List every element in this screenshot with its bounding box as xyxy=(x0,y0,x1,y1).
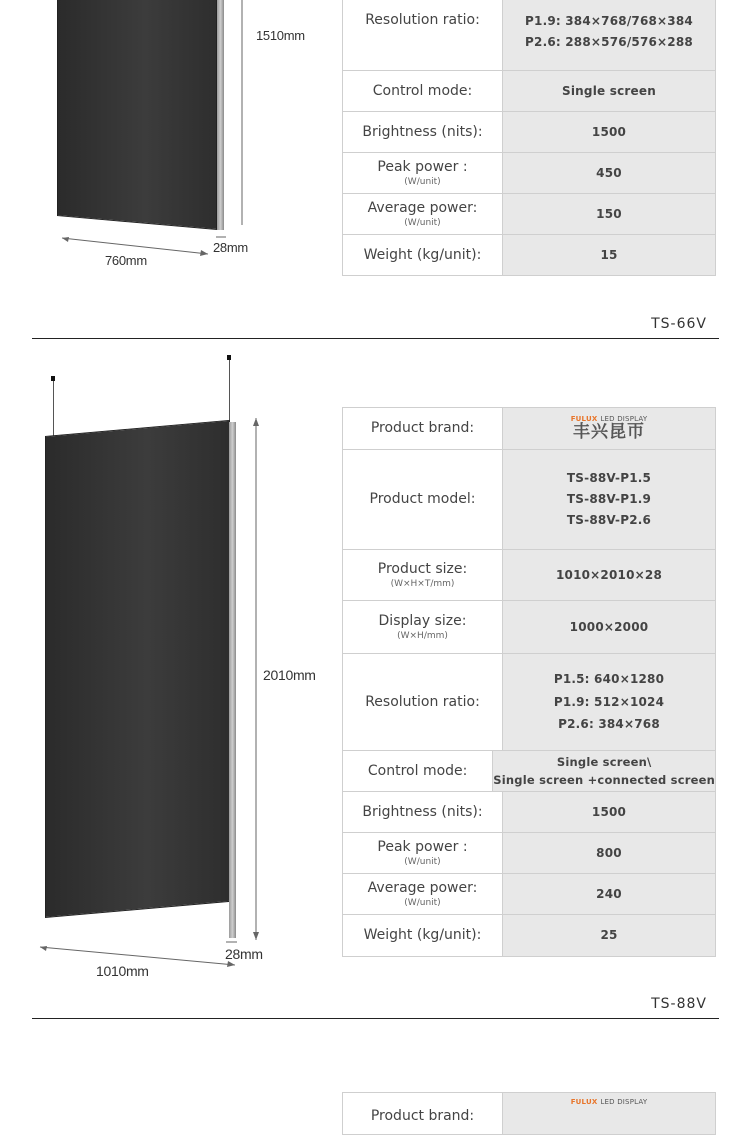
spec-row-brightness xyxy=(343,111,715,152)
height-dimension: 1510mm xyxy=(256,28,305,43)
spec-label xyxy=(343,194,503,234)
section-divider xyxy=(32,1018,719,1019)
depth-dimension: 28mm xyxy=(225,946,263,962)
spec-value: 150 xyxy=(503,194,715,234)
label-main: Display size: xyxy=(378,612,467,629)
spec-label xyxy=(343,550,503,600)
resolution-p26: P2.6: 288×576/576×288 xyxy=(525,34,693,49)
height-dimension: 2010mm xyxy=(263,667,316,683)
spec-row-resolution xyxy=(343,653,715,750)
spec-row-display-size xyxy=(343,600,715,653)
spec-label: Resolution ratio: xyxy=(343,0,503,70)
spec-value: 25 xyxy=(503,915,715,956)
model-p19: TS-88V-P1.9 xyxy=(566,492,652,506)
spec-value xyxy=(503,408,715,449)
dimension-lines xyxy=(0,340,340,990)
spec-label xyxy=(343,153,503,193)
spec-label: Resolution ratio: xyxy=(343,654,503,750)
spec-value: 1010×2010×28 xyxy=(503,550,715,600)
label-unit: (W/unit) xyxy=(404,176,441,187)
spec-value xyxy=(503,1093,715,1134)
brand-logo xyxy=(571,1099,648,1106)
label-main: Average power: xyxy=(367,879,478,896)
brand-logo xyxy=(571,416,648,441)
resolution-p26: P2.6: 384×768 xyxy=(558,717,660,732)
spec-row-weight xyxy=(343,914,715,956)
spec-row-average-power xyxy=(343,873,715,914)
model-tag-ts88v: TS-88V xyxy=(651,996,707,1012)
spec-row-peak-power xyxy=(343,832,715,873)
spec-value: Single screen xyxy=(503,71,715,111)
ts88v-spec-table xyxy=(342,407,716,957)
next-spec-table xyxy=(342,1092,716,1135)
spec-label xyxy=(343,601,503,653)
label-main: Peak power : xyxy=(377,838,468,855)
model-p26: TS-88V-P2.6 xyxy=(566,513,652,527)
width-dimension: 760mm xyxy=(105,253,147,268)
logo-wordmark: FULUX xyxy=(570,1098,598,1106)
resolution-p19: P1.9: 512×1024 xyxy=(553,694,665,709)
spec-row-peak-power xyxy=(343,152,715,193)
spec-label: Brightness (nits): xyxy=(343,112,503,152)
spec-label: Control mode: xyxy=(343,751,493,791)
model-tag-ts66v: TS-66V xyxy=(651,316,707,332)
spec-label: Weight (kg/unit): xyxy=(343,915,503,956)
logo-chinese: 丰兴昆帀 xyxy=(572,422,645,442)
spec-value: 240 xyxy=(503,874,715,914)
resolution-p19: P1.9: 384×768/768×384 xyxy=(525,13,693,28)
spec-value xyxy=(503,450,715,549)
logo-subtitle: LED DISPLAY xyxy=(600,415,648,423)
depth-dimension: 28mm xyxy=(213,240,248,255)
spec-row-resolution xyxy=(343,0,715,70)
spec-value xyxy=(493,751,715,791)
spec-label: Brightness (nits): xyxy=(343,792,503,832)
spec-row-weight xyxy=(343,234,715,275)
spec-row-product-size xyxy=(343,549,715,600)
spec-value xyxy=(503,654,715,750)
spec-row-model xyxy=(343,449,715,549)
label-unit: (W/unit) xyxy=(404,897,441,908)
width-dimension: 1010mm xyxy=(96,963,149,979)
spec-label xyxy=(343,874,503,914)
logo-subtitle: LED DISPLAY xyxy=(600,1098,648,1106)
spec-label: Weight (kg/unit): xyxy=(343,235,503,275)
label-unit: (W×H×T/mm) xyxy=(390,578,455,589)
control-connected: Single screen +connected screen xyxy=(493,773,715,787)
spec-value: 1000×2000 xyxy=(503,601,715,653)
label-main: Product size: xyxy=(377,560,468,577)
spec-row-brand xyxy=(343,1093,715,1134)
ts66v-spec-table xyxy=(342,0,716,276)
spec-label: Control mode: xyxy=(343,71,503,111)
spec-label: Product brand: xyxy=(343,1093,503,1134)
spec-value: 1500 xyxy=(503,792,715,832)
spec-row-average-power xyxy=(343,193,715,234)
spec-value: 450 xyxy=(503,153,715,193)
spec-row-control xyxy=(343,70,715,111)
spec-label: Product brand: xyxy=(343,408,503,449)
resolution-p15: P1.5: 640×1280 xyxy=(553,671,665,686)
section-divider xyxy=(32,338,719,339)
spec-row-control xyxy=(343,750,715,791)
label-unit: (W/unit) xyxy=(404,856,441,867)
spec-value: 1500 xyxy=(503,112,715,152)
label-main: Average power: xyxy=(367,199,478,216)
model-p15: TS-88V-P1.5 xyxy=(566,471,652,485)
spec-row-brand xyxy=(343,408,715,449)
spec-value: 800 xyxy=(503,833,715,873)
spec-row-brightness xyxy=(343,791,715,832)
label-unit: (W×H/mm) xyxy=(397,630,448,641)
spec-value xyxy=(503,0,715,70)
spec-label xyxy=(343,833,503,873)
label-unit: (W/unit) xyxy=(404,217,441,228)
logo-wordmark: FULUX xyxy=(570,415,598,423)
label-main: Peak power : xyxy=(377,158,468,175)
spec-label: Product model: xyxy=(343,450,503,549)
spec-value: 15 xyxy=(503,235,715,275)
control-single: Single screen\ xyxy=(556,754,652,769)
